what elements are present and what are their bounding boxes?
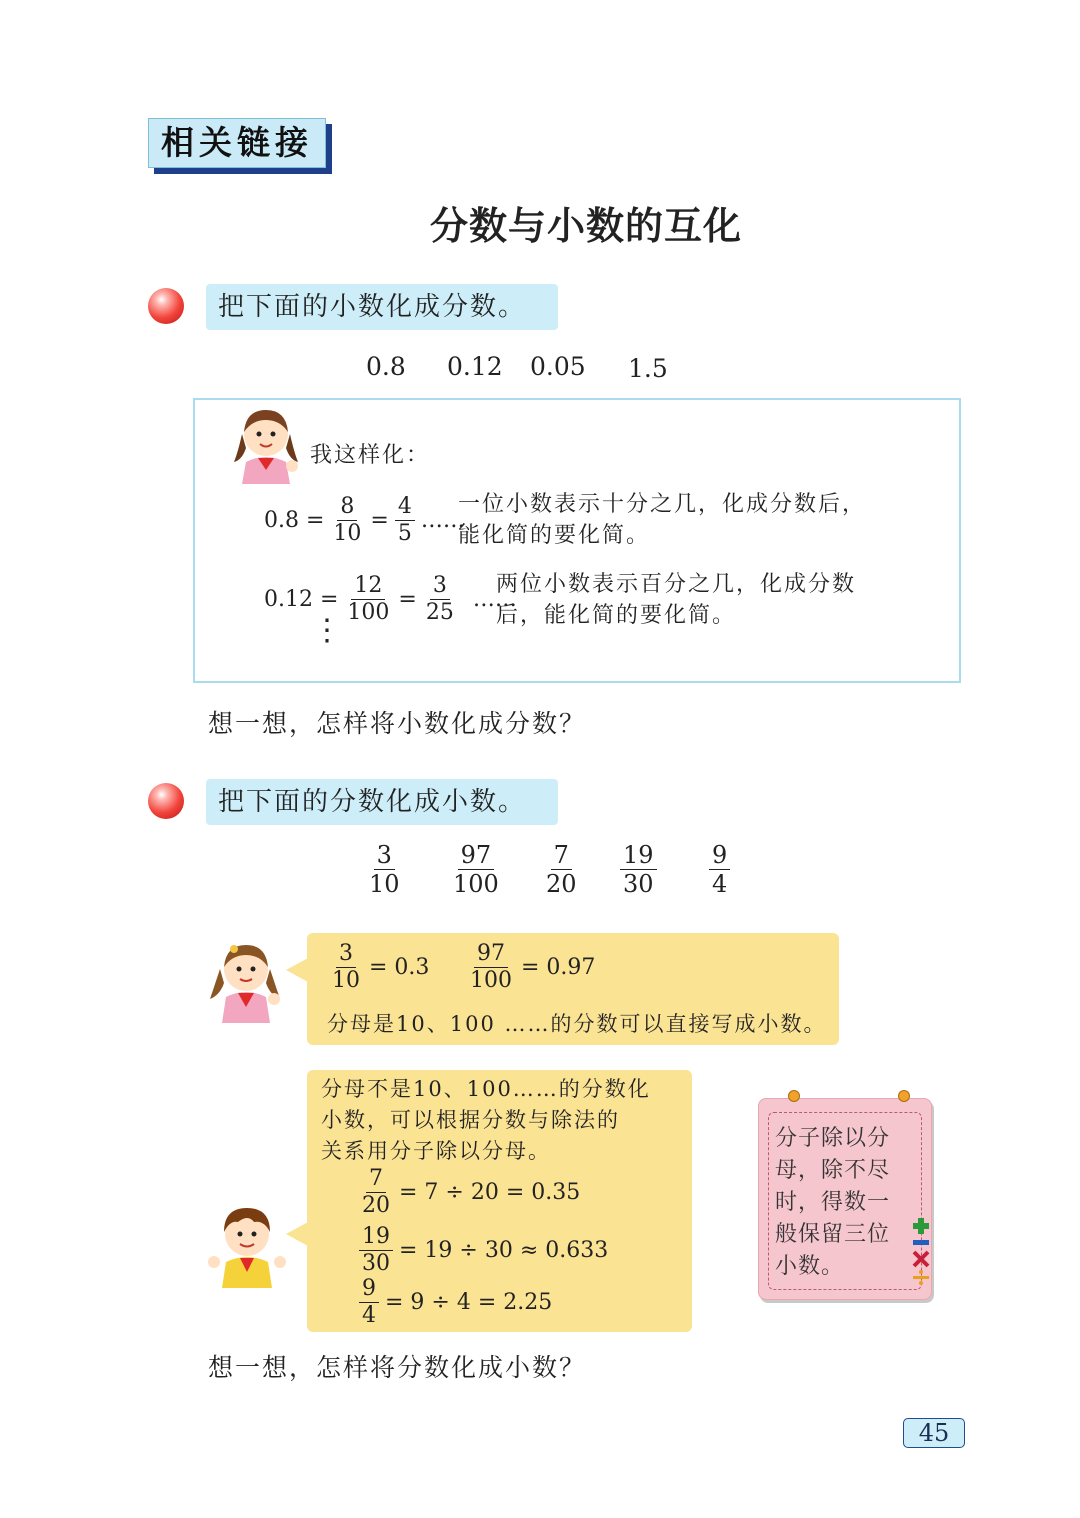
think-question: 想一想，怎样将分数化成小数？ [208, 1353, 587, 1382]
decimal-item: 0.05 [530, 352, 586, 381]
explain-text: 两位小数表示百分之几，化成分数 后，能化简的要化简。 [496, 572, 857, 628]
equation-rhs: = 7 ÷ 20 = 0.35 [399, 1180, 581, 1205]
bubble-tail [286, 958, 308, 982]
vertical-ellipsis: ⋮ [312, 613, 342, 648]
equation-row [329, 943, 429, 992]
equation-rhs: = 0.97 [521, 955, 596, 980]
equation-rhs: = 0.3 [369, 955, 430, 980]
equation-row [467, 943, 595, 992]
equals-sign: = [370, 508, 389, 533]
ellipsis: …… [472, 587, 517, 612]
equation-lhs: 0.12 = [264, 587, 339, 612]
fraction-item: $\frac{9}{4}$ [709, 843, 730, 896]
fraction-item: $\frac{97}{100}$ [453, 841, 499, 898]
bubble-note: 分母是10、100 ……的分数可以直接写成小数。 [327, 1012, 827, 1036]
think-question: 想一想，怎样将小数化成分数？ [208, 709, 587, 738]
sticky-note [758, 1098, 932, 1300]
girl-avatar-icon [228, 404, 304, 486]
fraction: $\frac{3}{10}$ [332, 941, 360, 993]
equation-row [359, 1168, 580, 1217]
page-title: 分数与小数的互化 [430, 204, 743, 248]
intro-text: 我这样化： [310, 443, 431, 468]
equation-lhs: 0.8 = [264, 508, 325, 533]
fraction: $\frac{8}{10}$ [333, 494, 362, 546]
decimal-item: 0.12 [447, 352, 503, 381]
pushpin-icon [788, 1090, 800, 1102]
equation-row [359, 1226, 608, 1275]
decimal-item: 0.8 [366, 352, 406, 381]
section-tag: 相关链接 [148, 118, 326, 168]
bubble-text: 分母不是10、100……的分数化 小数，可以根据分数与除法的 关系用分子除以分母。 [321, 1077, 651, 1163]
equation-rhs: = 9 ÷ 4 = 2.25 [385, 1290, 553, 1315]
equals-sign: = [398, 587, 417, 612]
fraction-item: $\frac{3}{10}$ [369, 841, 400, 898]
fraction: $\frac{97}{100}$ [470, 941, 512, 993]
fraction: $\frac{12}{100}$ [347, 573, 390, 625]
speech-bubble-2 [307, 1070, 692, 1332]
section2-heading: 把下面的分数化成小数。 [206, 779, 558, 825]
equation-row [359, 1278, 552, 1327]
speech-bubble-1 [307, 933, 839, 1045]
fraction: $\frac{4}{5}$ [395, 496, 415, 545]
ellipsis: …… [420, 508, 465, 533]
explain-text: 一位小数表示十分之几，化成分数后， 能化简的要化简。 [458, 492, 867, 548]
pushpin-icon [898, 1090, 910, 1102]
fraction: $\frac{9}{4}$ [359, 1278, 379, 1327]
fraction: $\frac{7}{20}$ [362, 1166, 390, 1218]
section1-heading: 把下面的小数化成分数。 [206, 284, 558, 330]
bubble-tail [286, 1222, 308, 1246]
fraction: $\frac{19}{30}$ [359, 1226, 393, 1275]
decimal-item: 1.5 [628, 354, 668, 383]
equation-row [264, 575, 517, 624]
equation-row [264, 496, 465, 545]
page-number: 45 [903, 1418, 965, 1448]
fraction: $\frac{3}{25}$ [425, 573, 454, 625]
math-operators-icon [910, 1216, 932, 1288]
bullet-ball-icon [148, 288, 184, 324]
equation-rhs: = 19 ÷ 30 ≈ 0.633 [399, 1238, 609, 1263]
fraction-item: $\frac{19}{30}$ [620, 843, 657, 896]
boy-avatar-icon [204, 1200, 290, 1290]
girl-avatar-icon [206, 937, 286, 1025]
fraction-item: $\frac{7}{20}$ [546, 841, 577, 898]
sticky-note-text: 分子除以分 母，除不尽 时，得数一 般保留三位 小数。 [775, 1126, 891, 1279]
bullet-ball-icon [148, 783, 184, 819]
